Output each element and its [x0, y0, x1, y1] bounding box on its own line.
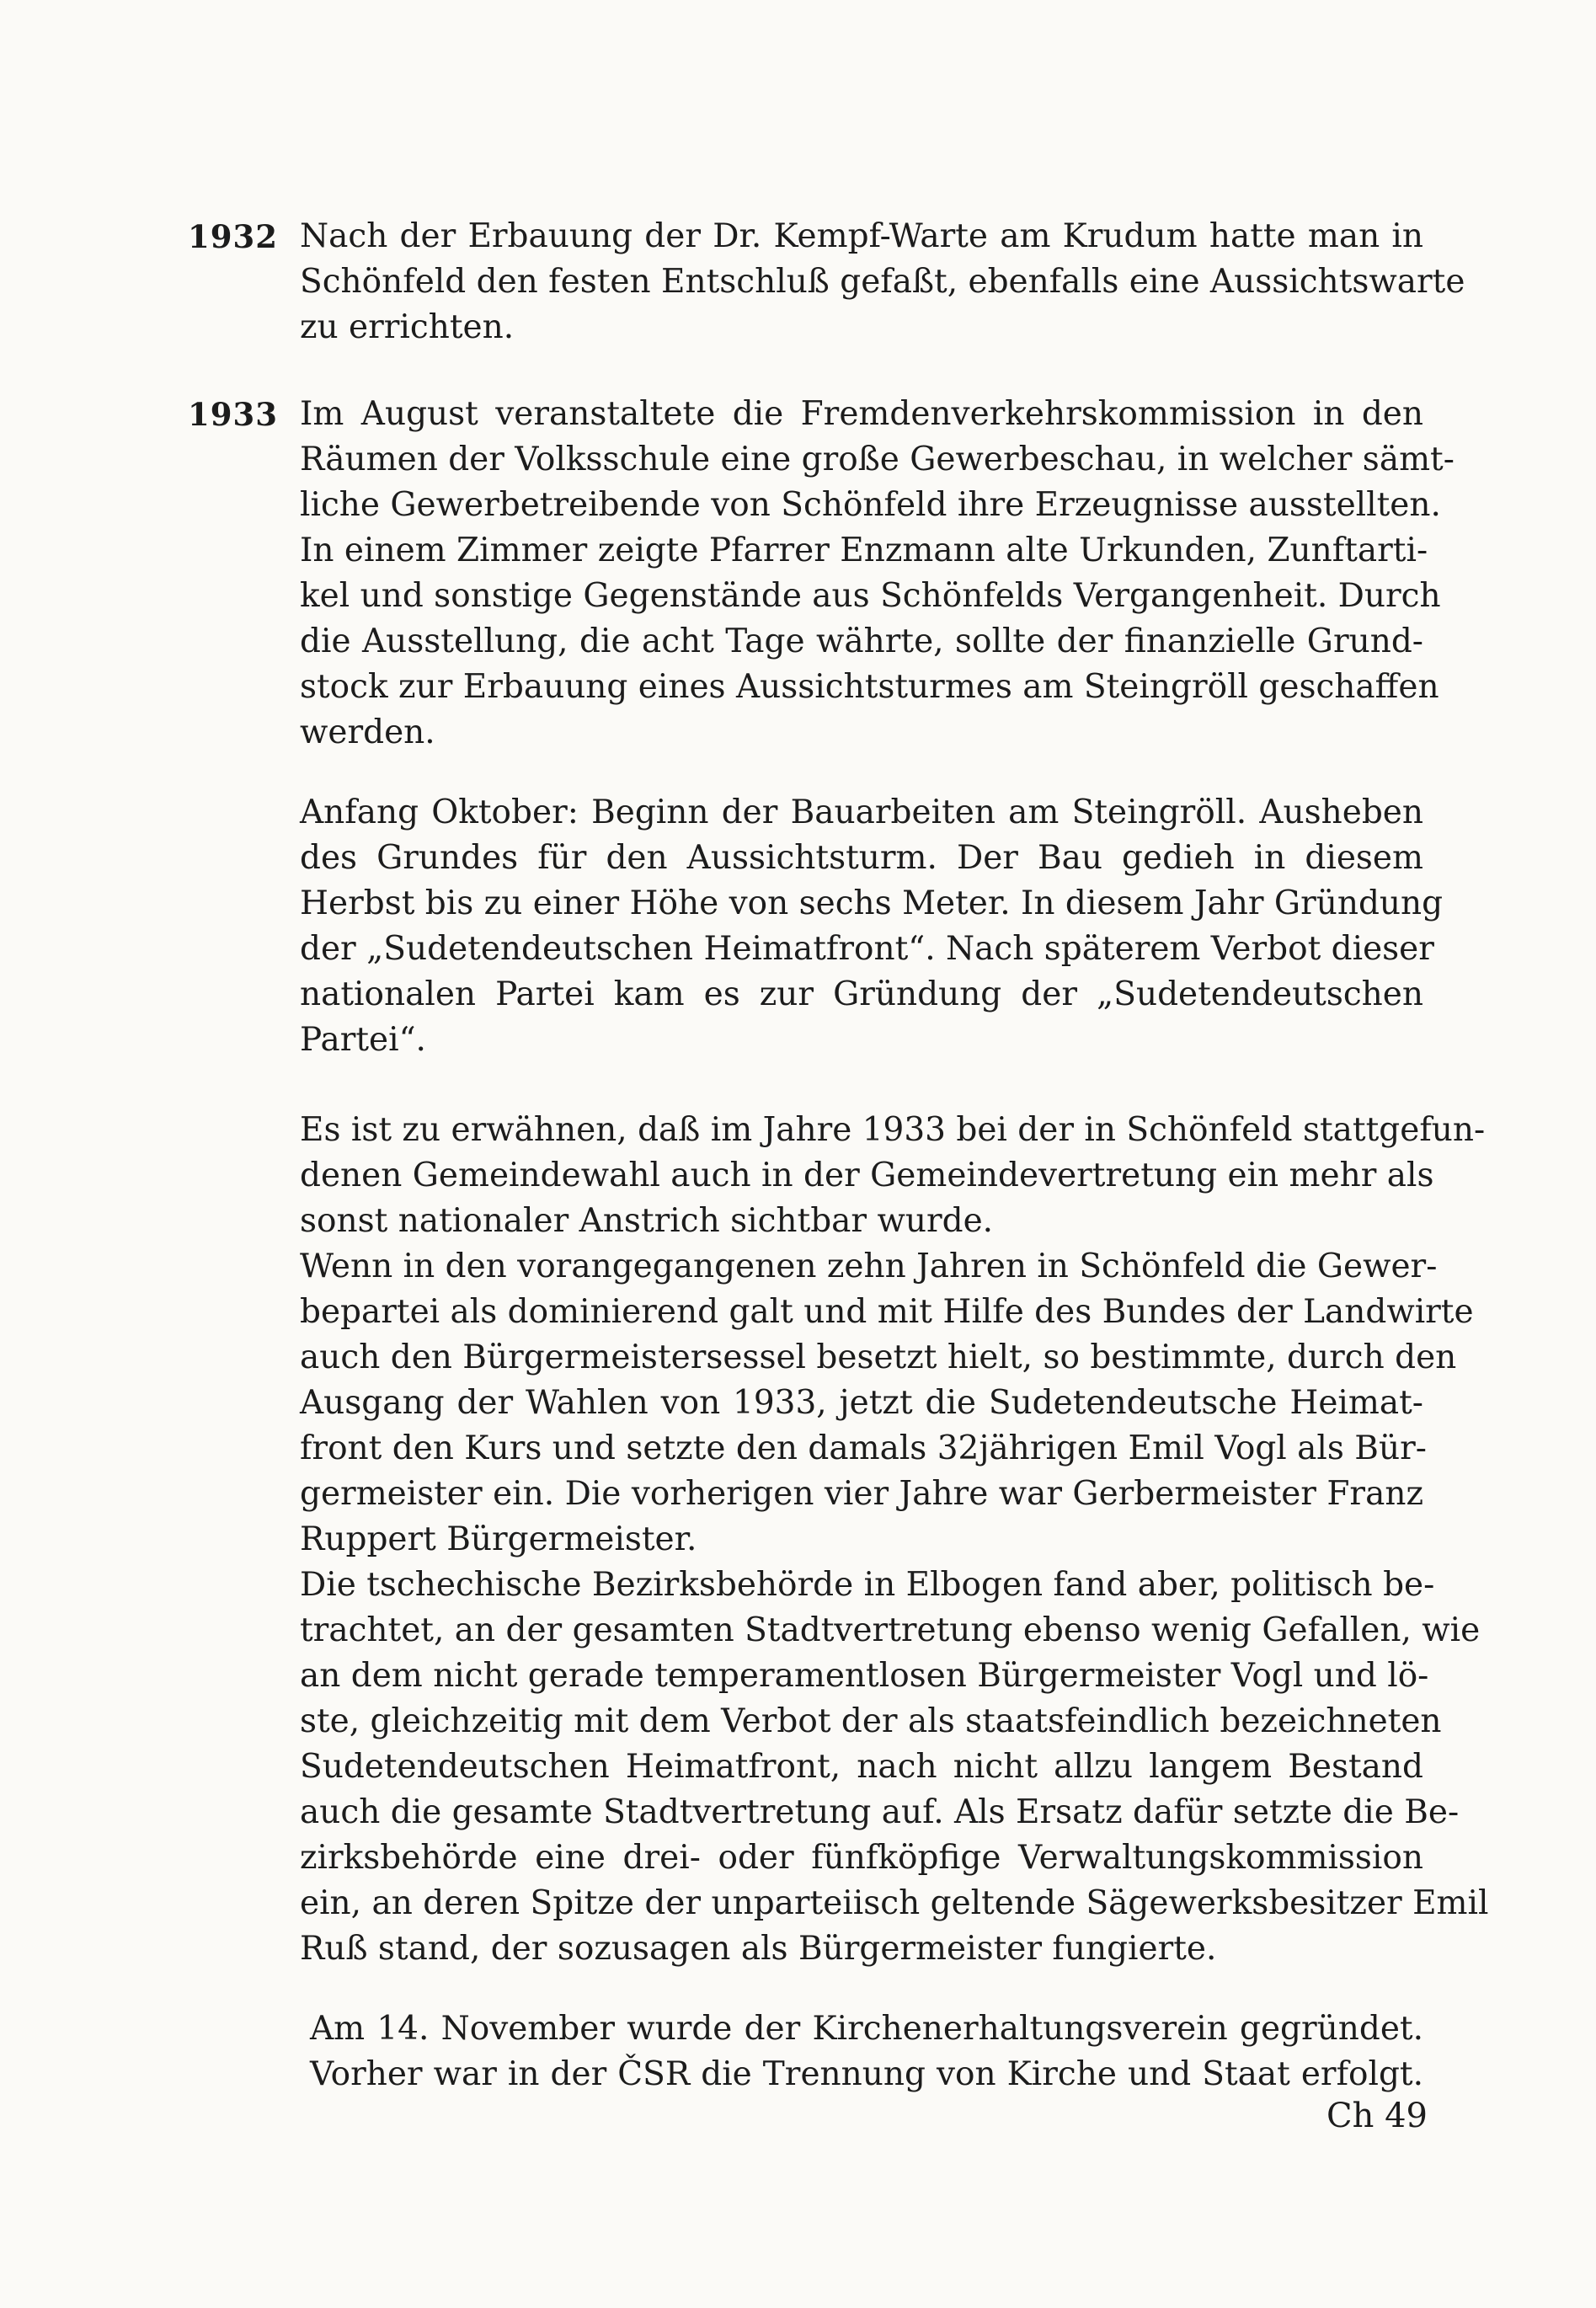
text-line: die Ausstellung, die acht Tage währte, sollte der finanzielle Grund- [300, 622, 1423, 660]
text-line: Ruppert Bürgermeister. [300, 1520, 697, 1558]
text-line: der „Sudetendeutschen Heimatfront“. Nach späterem Verbot dieser [300, 930, 1434, 968]
text-line: Ruß stand, der sozusagen als Bürgermeister fungierte. [300, 1930, 1217, 1968]
paragraph-kirchenerhaltungsverein [310, 2006, 1423, 2097]
text-line: Ausgang der Wahlen von 1933, jetzt die Sudetendeutsche Heimat- [300, 1384, 1423, 1422]
text-line: Am 14. November wurde der Kirchenerhaltungsverein gegründet. [310, 2010, 1423, 2048]
text-line: zu errichten. [300, 308, 515, 346]
text-line: liche Gewerbetreibende von Schönfeld ihre Erzeugnisse ausstellten. [300, 486, 1441, 524]
text-line: germeister ein. Die vorherigen vier Jahre war Gerbermeister Franz [300, 1475, 1423, 1513]
text-line: kel und sonstige Gegenstände aus Schönfelds Vergangenheit. Durch [300, 577, 1441, 615]
text-line: ein, an deren Spitze der unparteiisch geltende Sägewerksbesitzer Emil [300, 1884, 1489, 1922]
text-line: denen Gemeindewahl auch in der Gemeindevertretung ein mehr als [300, 1157, 1434, 1194]
entry-year-1933: 1933 [188, 396, 278, 433]
text-line: Herbst bis zu einer Höhe von sechs Meter. In diesem Jahr Gründung [300, 884, 1444, 922]
entry-text-1933 [300, 392, 1455, 756]
text-line: Sudetendeutschen Heimatfront, nach nicht allzu langem Bestand [300, 1748, 1423, 1786]
text-line: werden. [300, 713, 435, 751]
text-line: bepartei als dominierend galt und mit Hilfe des Bundes der Landwirte [300, 1293, 1474, 1331]
text-line: des Grundes für den Aussichtsturm. Der Bau gedieh in diesem [300, 839, 1423, 877]
text-line: In einem Zimmer zeigte Pfarrer Enzmann alte Urkunden, Zunftarti- [300, 532, 1428, 569]
text-line: Nach der Erbauung der Dr. Kempf-Warte am Krudum hatte man in [300, 217, 1423, 255]
text-line: Die tschechische Bezirksbehörde in Elbogen fand aber, politisch be- [300, 1566, 1435, 1604]
text-line: nationalen Partei kam es zur Gründung der „Sudetendeutschen [300, 975, 1423, 1013]
text-line: Anfang Oktober: Beginn der Bauarbeiten am Steingröll. Ausheben [300, 793, 1423, 831]
text-line: Schönfeld den festen Entschluß gefaßt, ebenfalls eine Aussichtswarte [300, 263, 1465, 301]
text-line: zirksbehörde eine drei- oder fünfköpfige Verwaltungskommission [300, 1839, 1423, 1877]
text-line: Im August veranstaltete die Fremdenverkehrskommission in den [300, 395, 1423, 433]
text-line: Vorher war in der ČSR die Trennung von Kirche und Staat erfolgt. [310, 2055, 1423, 2093]
page-number: Ch 49 [1326, 2097, 1428, 2135]
paragraph-gemeindewahl [300, 1108, 1489, 1972]
text-line: auch den Bürgermeistersessel besetzt hielt, so bestimmte, durch den [300, 1338, 1457, 1376]
text-line: ste, gleichzeitig mit dem Verbot der als staatsfeindlich bezeichneten [300, 1702, 1442, 1740]
text-line: an dem nicht gerade temperamentlosen Bürgermeister Vogl und lö- [300, 1657, 1429, 1695]
paragraph-anfang-oktober [300, 790, 1444, 1063]
text-line: Es ist zu erwähnen, daß im Jahre 1933 bei der in Schönfeld stattgefun- [300, 1111, 1486, 1149]
entry-year-1932: 1932 [188, 218, 278, 255]
text-line: stock zur Erbauung eines Aussichtsturmes am Steingröll geschaffen [300, 668, 1439, 706]
text-line: Partei“. [300, 1021, 426, 1059]
text-line: sonst nationaler Anstrich sichtbar wurde. [300, 1202, 994, 1240]
text-line: trachtet, an der gesamten Stadtvertretung ebenso wenig Gefallen, wie [300, 1611, 1481, 1649]
text-line: Räumen der Volksschule eine große Gewerbeschau, in welcher sämt- [300, 441, 1455, 478]
text-line: auch die gesamte Stadtvertretung auf. Als Ersatz dafür setzte die Be- [300, 1793, 1460, 1831]
text-line: Wenn in den vorangegangenen zehn Jahren in Schönfeld die Gewer- [300, 1247, 1438, 1285]
text-line: front den Kurs und setzte den damals 32jährigen Emil Vogl als Bür- [300, 1429, 1427, 1467]
entry-text-1932 [300, 214, 1465, 350]
